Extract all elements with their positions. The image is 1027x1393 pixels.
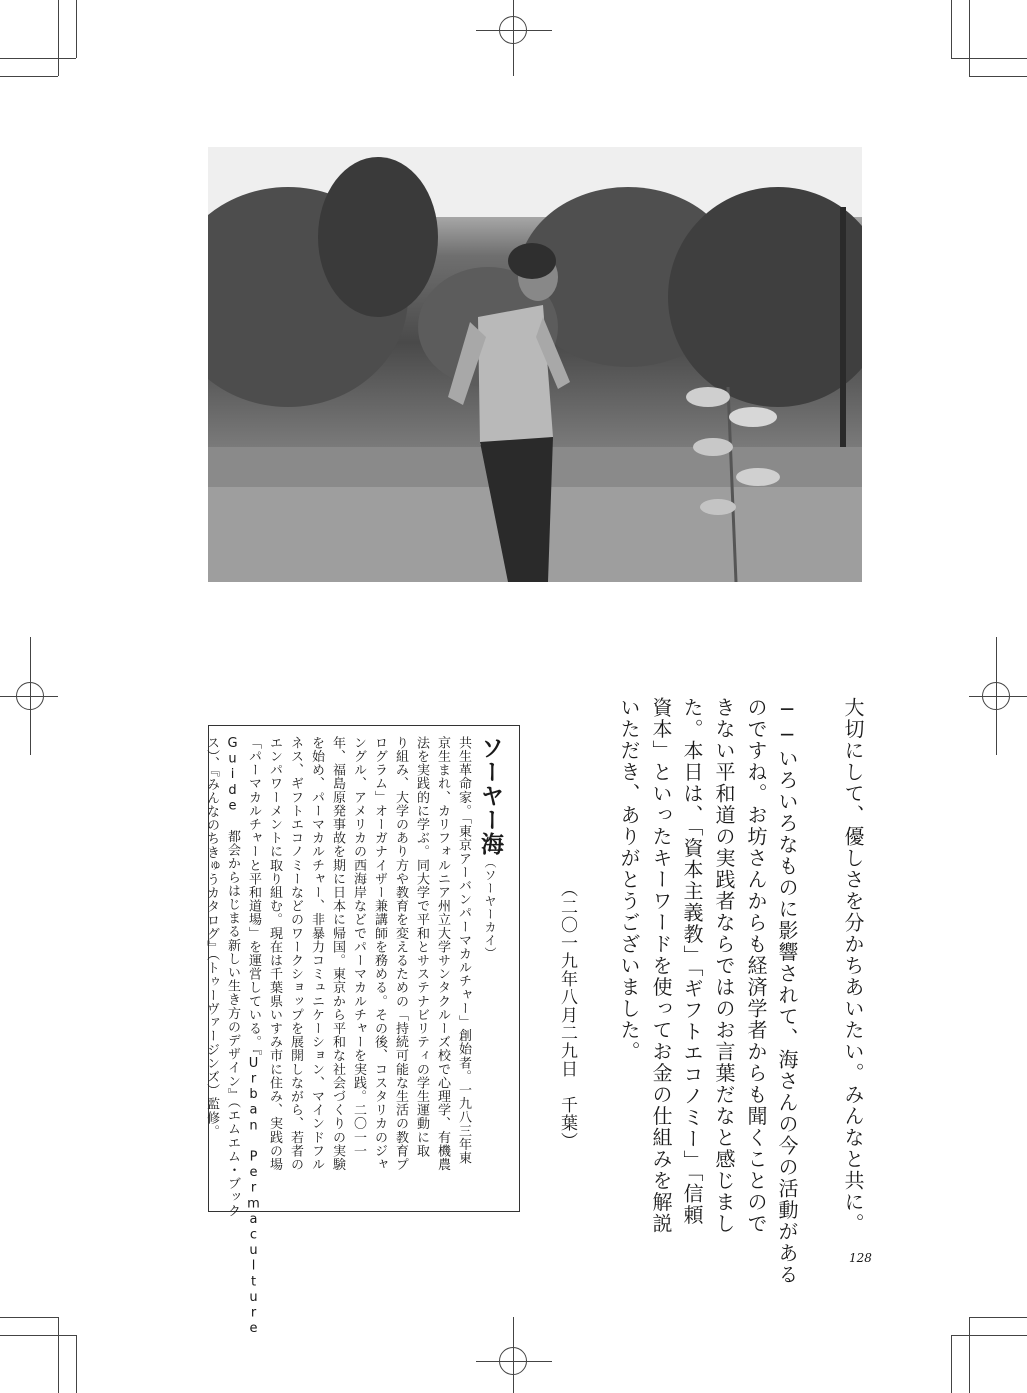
crop-mark (951, 1335, 1027, 1336)
crop-mark (951, 58, 1027, 59)
registration-circle (499, 16, 527, 44)
body-line-5: た。本日は、「資本主義教」「ギフトエコノミー」「信頼 (680, 697, 704, 1226)
crop-mark (76, 0, 77, 58)
bio-line-9: ネス、ギフトエコノミーなどのワークショップを展開しながら、若者の (288, 736, 303, 1172)
bio-line-11: 「パーマカルチャーと平和道場」を運営している。『Urban Permaculture (246, 736, 261, 1337)
bio-line-10: エンパワーメントに取り組む。現在は千葉県いすみ市に住み、実践の場 (267, 736, 282, 1172)
author-bio-box (204, 725, 520, 1337)
bio-line-6: ングル、アメリカの西海岸などでパーマカルチャーを実践。二〇一一 (351, 736, 366, 1158)
crop-mark (58, 0, 59, 76)
bio-line-2: 京生まれ、カリフォルニア州立大学サンタクルーズ校で心理学、有機農 (435, 736, 450, 1172)
bio-line-4: り組み、大学のあり方や教育を変えるための「持続可能な生活の教育プ (393, 736, 408, 1172)
crop-mark (0, 1335, 76, 1336)
photo-portrait (208, 147, 862, 582)
bio-line-1: 共生革命家。「東京アーバンパーマカルチャー」創始者。一九八三年東 (456, 736, 471, 1165)
body-line-1: 大切にして、優しさを分かちあいたい。みんなと共に。 (841, 697, 865, 1235)
body-line-4: きない平和道の実践者ならではのお言葉だなと感じまし (712, 697, 736, 1235)
bio-line-8: を始め、パーマカルチャー、非暴力コミュニケーション、マインドフル (309, 736, 324, 1172)
crop-mark (969, 76, 1027, 77)
interview-date: （二〇一九年八月二九日 千葉） (557, 880, 577, 1150)
crop-mark (969, 0, 970, 76)
bio-line-3: 法を実践的に学ぶ。同大学で平和とサステナビリティの学生運動に取 (414, 736, 429, 1158)
crop-mark (0, 1317, 58, 1318)
bio-line-13: ス）、『みんなのちきゅうカタログ』（トゥーヴァージンズ）監修。 (204, 736, 219, 1139)
page-number: 128 (849, 1251, 872, 1265)
body-line-6: 資本」といったキーワードを使ってお金の仕組みを解説 (649, 697, 673, 1235)
crop-mark (951, 1335, 952, 1393)
crop-mark (0, 76, 58, 77)
bio-line-12: Guide 都会からはじまる新しい生き方のデザイン』（エムエム・ブック (225, 736, 240, 1218)
registration-circle (982, 682, 1010, 710)
crop-mark (58, 1317, 59, 1393)
bio-name: ソーヤー海 (477, 736, 503, 856)
crop-mark (969, 1317, 1027, 1318)
crop-mark (0, 58, 76, 59)
bio-line-7: 年、福島原発事故を期に日本に帰国。東京から平和な社会づくりの実験 (330, 736, 345, 1172)
registration-circle (499, 1347, 527, 1375)
body-line-2: ──いろいろなものに影響されて、海さんの今の活動がある (775, 697, 799, 1286)
bio-reading: （ソーヤーカイ） (483, 856, 497, 960)
body-line-7: いただき、ありがとうございました。 (617, 697, 641, 1063)
registration-circle (16, 682, 44, 710)
bio-heading (474, 736, 507, 960)
crop-mark (76, 1335, 77, 1393)
bio-line-5: ログラム」オーガナイザー兼講師を務める。その後、コスタリカのジャ (372, 736, 387, 1172)
crop-mark (951, 0, 952, 58)
body-line-3: のですね。お坊さんからも経済学者からも聞くことので (744, 697, 768, 1235)
crop-mark (969, 1317, 970, 1393)
